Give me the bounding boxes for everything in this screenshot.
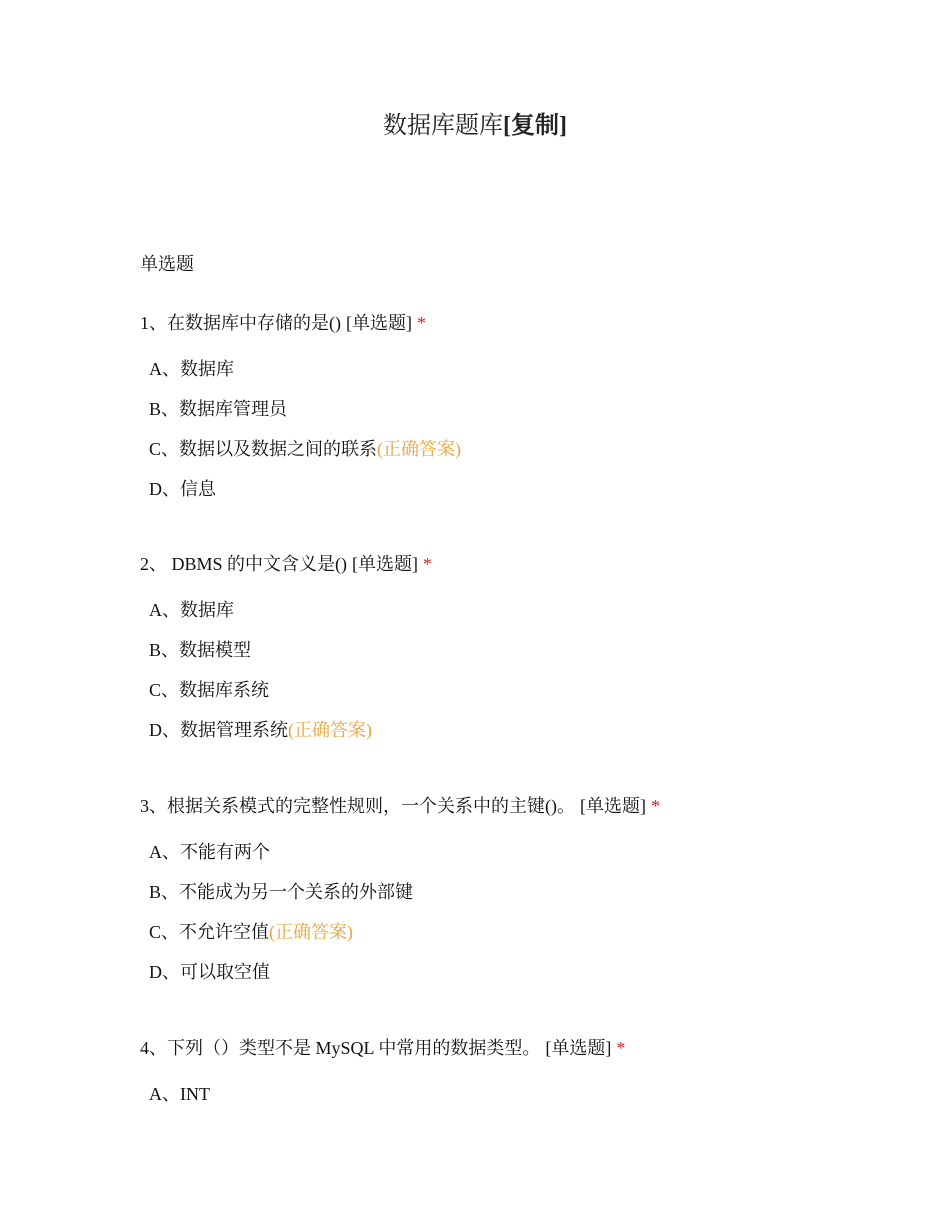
question-3 xyxy=(140,794,840,984)
question-type-label: [单选题] xyxy=(545,1038,612,1058)
option-b xyxy=(149,397,840,421)
option-d xyxy=(149,718,840,742)
option-text: B、数据库管理员 xyxy=(149,399,288,419)
page-title-main: 数据库题库 xyxy=(383,113,503,139)
question-type-label: [单选题] xyxy=(580,796,646,816)
option-a xyxy=(149,840,840,864)
page-title xyxy=(0,110,950,142)
section-heading: 单选题 xyxy=(140,254,194,274)
question-text: 1、在数据库中存储的是() xyxy=(140,313,341,333)
required-star: * xyxy=(651,796,660,816)
option-text: C、数据以及数据之间的联系 xyxy=(149,439,378,459)
question-text: 2、 DBMS 的中文含义是() xyxy=(140,554,348,574)
option-d xyxy=(149,477,840,501)
option-c xyxy=(149,920,840,944)
correct-answer-tag: (正确答案) xyxy=(288,720,372,740)
option-text: C、不允许空值 xyxy=(149,922,270,942)
question-type-label: [单选题] xyxy=(352,554,419,574)
question-title xyxy=(140,1036,840,1060)
question-1 xyxy=(140,311,840,501)
option-text: B、不能成为另一个关系的外部键 xyxy=(149,882,414,902)
option-text: A、不能有两个 xyxy=(149,842,270,862)
question-text: 3、根据关系模式的完整性规则，一个关系中的主键()。 xyxy=(140,796,575,816)
option-c xyxy=(149,437,840,461)
required-star: * xyxy=(423,554,433,574)
question-4 xyxy=(140,1036,840,1106)
option-text: A、数据库 xyxy=(149,359,234,379)
question-title xyxy=(140,311,840,335)
option-d xyxy=(149,960,840,984)
question-type-label: [单选题] xyxy=(346,313,412,333)
question-2 xyxy=(140,552,840,742)
question-title xyxy=(140,794,840,818)
correct-answer-tag: (正确答案) xyxy=(269,922,354,942)
option-a xyxy=(149,598,840,622)
option-text: A、数据库 xyxy=(149,600,234,620)
question-title xyxy=(140,552,840,576)
option-text: D、可以取空值 xyxy=(149,962,270,982)
option-text: D、数据管理系统 xyxy=(149,720,288,740)
option-b xyxy=(149,638,840,662)
option-c xyxy=(149,678,840,702)
question-text: 4、下列（）类型不是 MySQL 中常用的数据类型。 xyxy=(140,1038,541,1058)
option-text: B、数据模型 xyxy=(149,640,252,660)
option-text: C、数据库系统 xyxy=(149,680,270,700)
option-b xyxy=(149,880,840,904)
correct-answer-tag: (正确答案) xyxy=(377,439,462,459)
required-star: * xyxy=(417,313,426,333)
option-a xyxy=(149,357,840,381)
option-text: A、INT xyxy=(149,1084,210,1104)
page-title-copy-tag: [复制] xyxy=(503,113,567,139)
required-star: * xyxy=(616,1038,626,1058)
option-a xyxy=(149,1082,840,1106)
option-text: D、信息 xyxy=(149,479,216,499)
